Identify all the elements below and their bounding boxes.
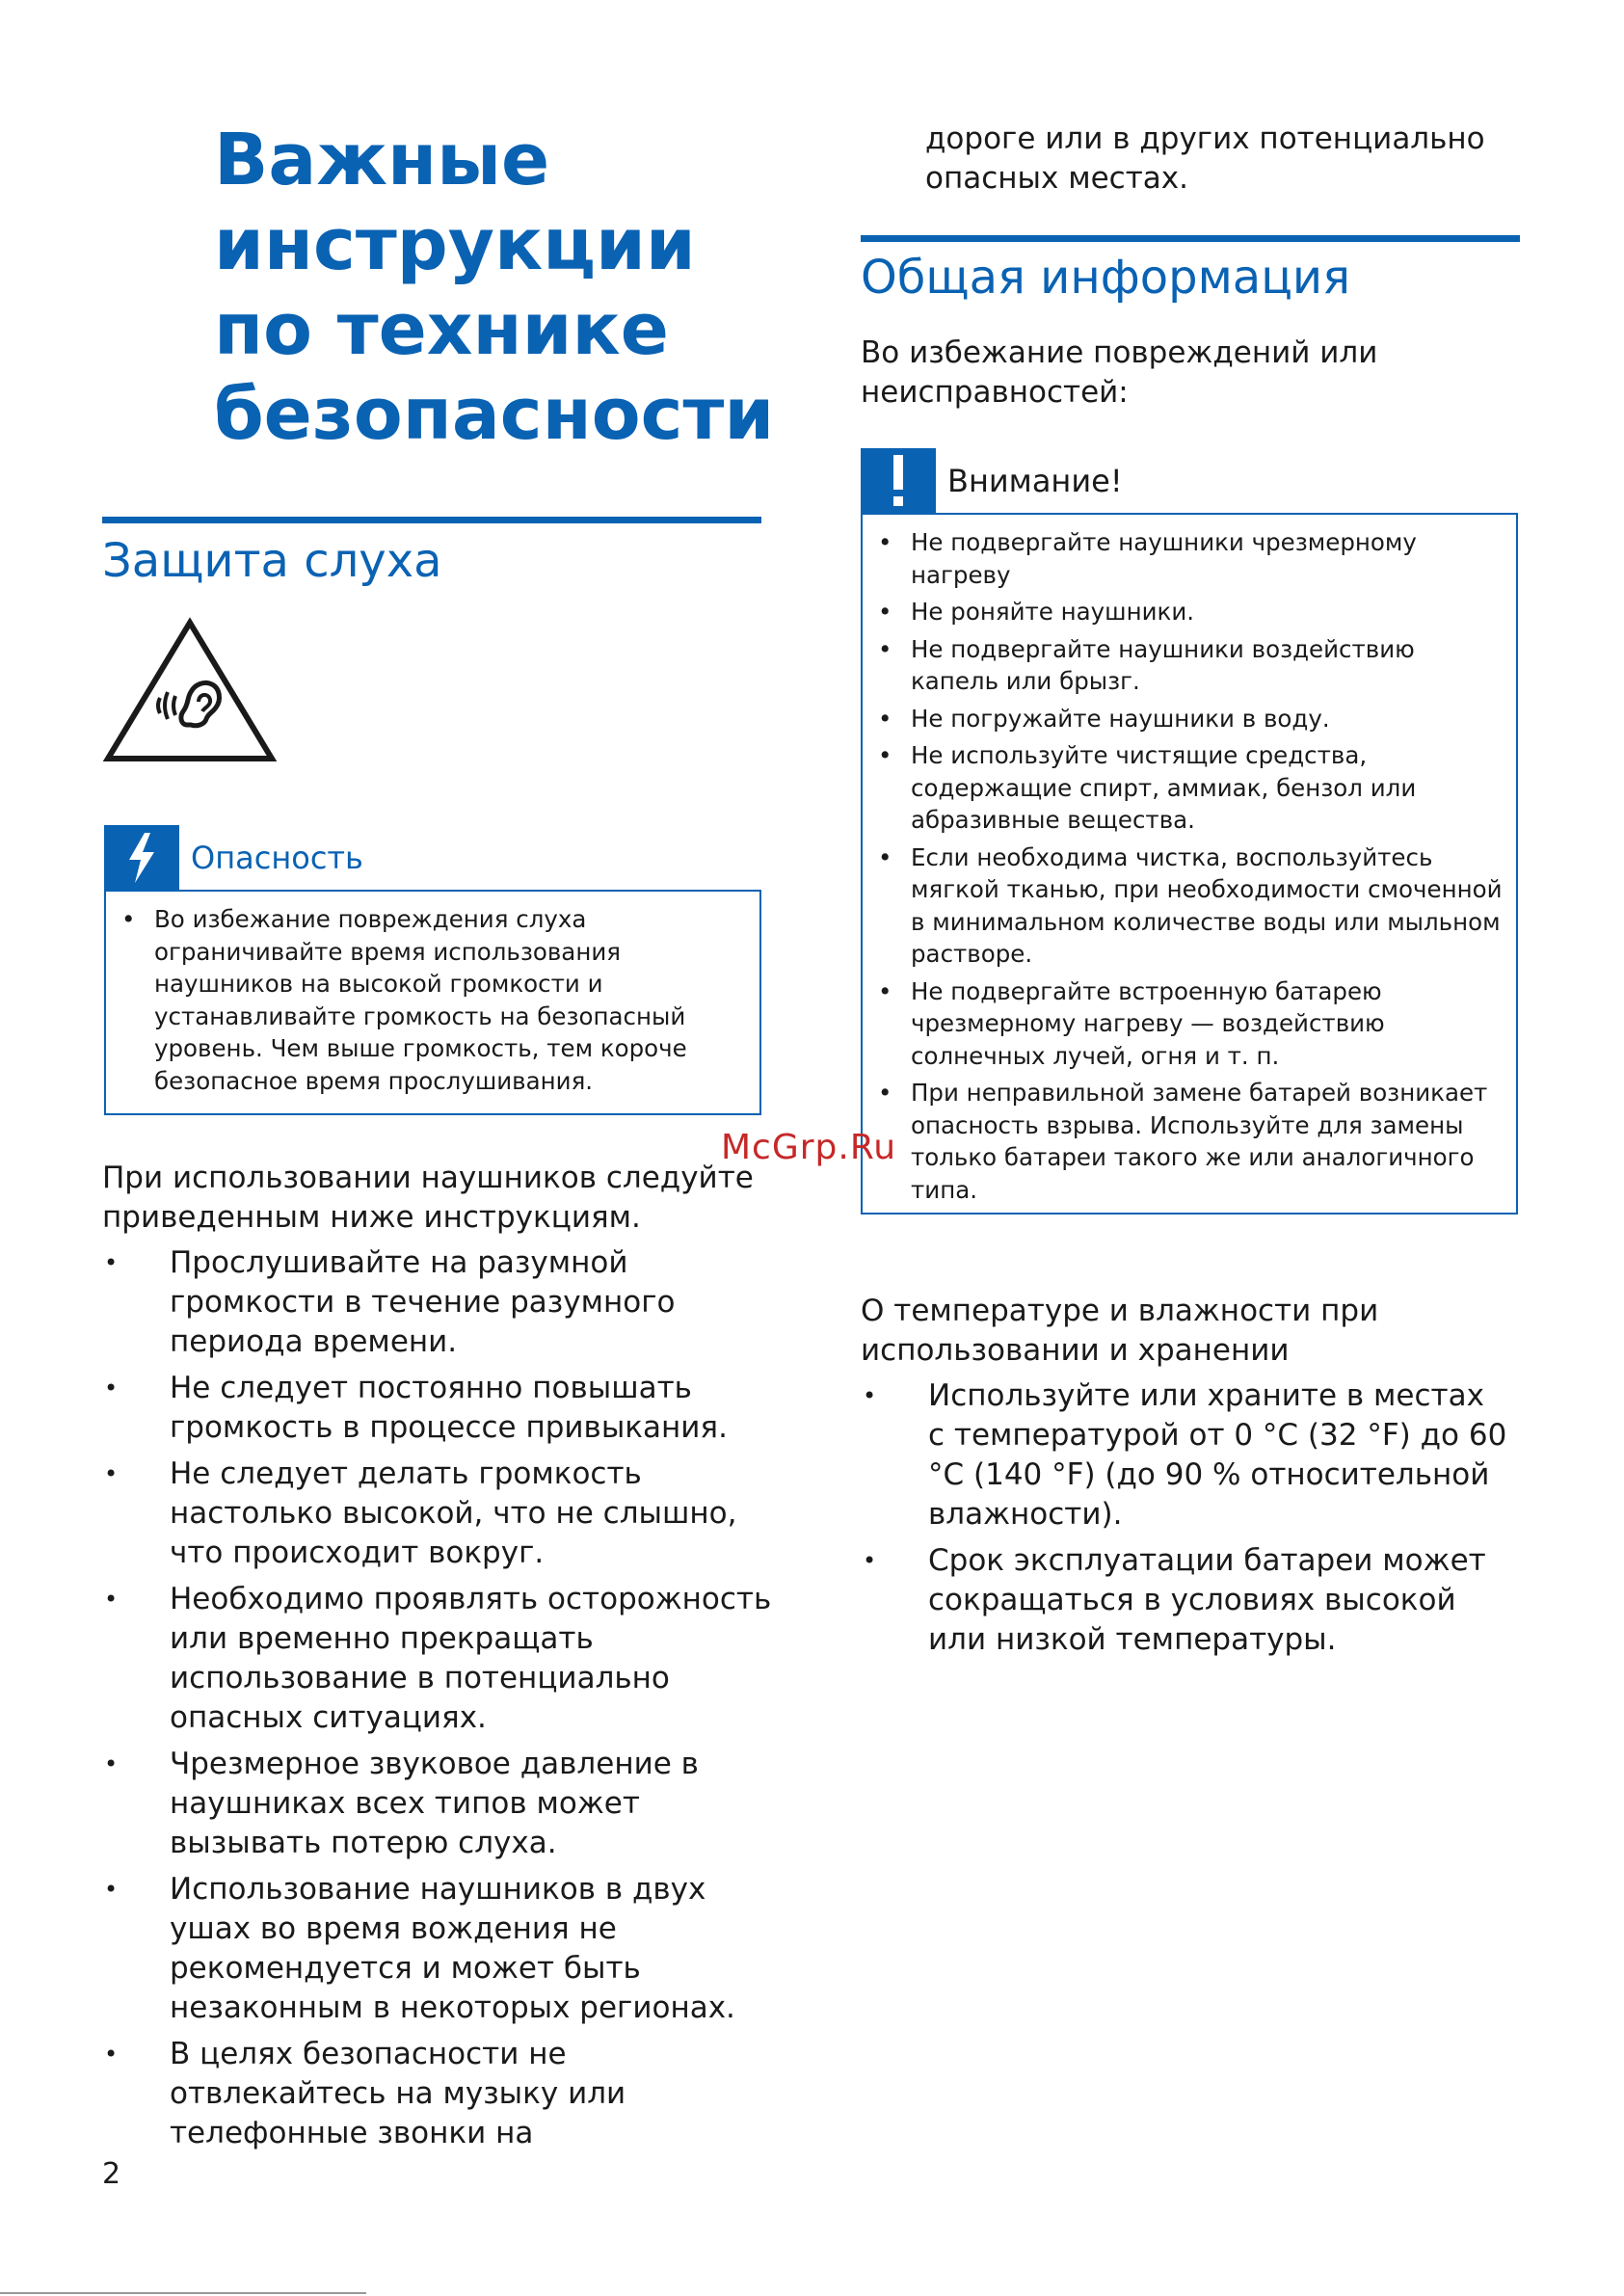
hearing-section-rule [102, 517, 761, 523]
hearing-list [104, 1243, 779, 2160]
footer-rule [0, 2292, 366, 2294]
lightning-icon [104, 825, 179, 890]
exclamation-icon [861, 448, 936, 513]
list-item: • Используйте или храните в местах с температурой от 0 °C (32 °F) до 60 °C (140 °F) (до 90 % относительной влажности). [863, 1376, 1508, 1535]
list-item: • Не следует постоянно повышать громкость в процессе привыкания. [104, 1369, 779, 1448]
general-section-rule [861, 235, 1520, 242]
list-item: • В целях безопасности не отвлекайтесь на музыку или телефонные звонки на [104, 2035, 779, 2153]
title-line-4: безопасности [214, 373, 775, 456]
hearing-hazard-icon [102, 617, 278, 763]
list-item: • Чрезмерное звуковое давление в наушниках всех типов может вызывать потерю слуха. [104, 1745, 779, 1863]
title-line-1: Важные [214, 119, 550, 201]
caution-item: • Не погружайте наушники в воду. [863, 703, 1503, 735]
danger-callout [104, 825, 761, 1115]
caution-callout-body [861, 513, 1518, 1215]
danger-callout-header [104, 825, 761, 890]
caution-item: • При неправильной замене батарей возникает опасность взрыва. Используйте для замены только батареи такого же или аналогичного типа. [863, 1077, 1503, 1206]
title-line-2: инструкции [214, 203, 696, 286]
list-item: • Использование наушников в двух ушах во время вождения не рекомендуется и может быть незаконным в некоторых регионах. [104, 1870, 779, 2028]
list-item: • Срок эксплуатации батареи может сокращаться в условиях высокой или низкой температуры. [863, 1541, 1508, 1660]
title-line-3: по технике [214, 288, 669, 371]
general-heading: Общая информация [861, 251, 1350, 305]
caution-item: • Не используйте чистящие средства, содержащие спирт, аммиак, бензол или абразивные вещества. [863, 739, 1503, 837]
hearing-heading: Защита слуха [102, 534, 442, 588]
list-item: • Прослушивайте на разумной громкости в течение разумного периода времени. [104, 1243, 779, 1362]
caution-item: • Не подвергайте наушники чрезмерному нагреву [863, 526, 1503, 591]
caution-item: • Если необходима чистка, воспользуйтесь мягкой тканью, при необходимости смоченной в минимальном количестве воды или мыльном растворе. [863, 841, 1503, 971]
watermark: McGrp.Ru [721, 1128, 897, 1167]
hearing-intro: При использовании наушников следуйте приведенным ниже инструкциям. [102, 1161, 754, 1235]
temperature-intro: О температуре и влажности при использовании и хранении [861, 1294, 1379, 1368]
list-item: • Не следует делать громкость настолько высокой, что не слышно, что происходит вокруг. [104, 1455, 779, 1573]
page-title [214, 118, 812, 457]
caution-callout-header [861, 448, 1518, 513]
danger-item: • Во избежание повреждения слуха ограничивайте время использования наушников на высокой громкости и устанавливайте громкость на безопасный уровень. Чем выше громкость, тем короче безопасное время прослушивания. [106, 903, 746, 1097]
general-intro: Во избежание повреждений или неисправностей: [861, 335, 1378, 410]
caution-item: • Не подвергайте наушники воздействию капель или брызг. [863, 633, 1503, 698]
caution-callout [861, 448, 1518, 1215]
list-item: • Необходимо проявлять осторожность или временно прекращать использование в потенциально опасных ситуациях. [104, 1580, 779, 1738]
danger-callout-title: Опасность [191, 839, 363, 876]
caution-item: • Не роняйте наушники. [863, 596, 1503, 628]
page-number: 2 [102, 2157, 121, 2191]
caution-callout-title: Внимание! [947, 462, 1123, 499]
hearing-continuation: дороге или в других потенциально опасных местах. [925, 121, 1485, 196]
temperature-list [863, 1376, 1508, 1667]
caution-item: • Не подвергайте встроенную батарею чрезмерному нагреву — воздействию солнечных лучей, огня и т. п. [863, 975, 1503, 1073]
danger-callout-body [104, 890, 761, 1115]
